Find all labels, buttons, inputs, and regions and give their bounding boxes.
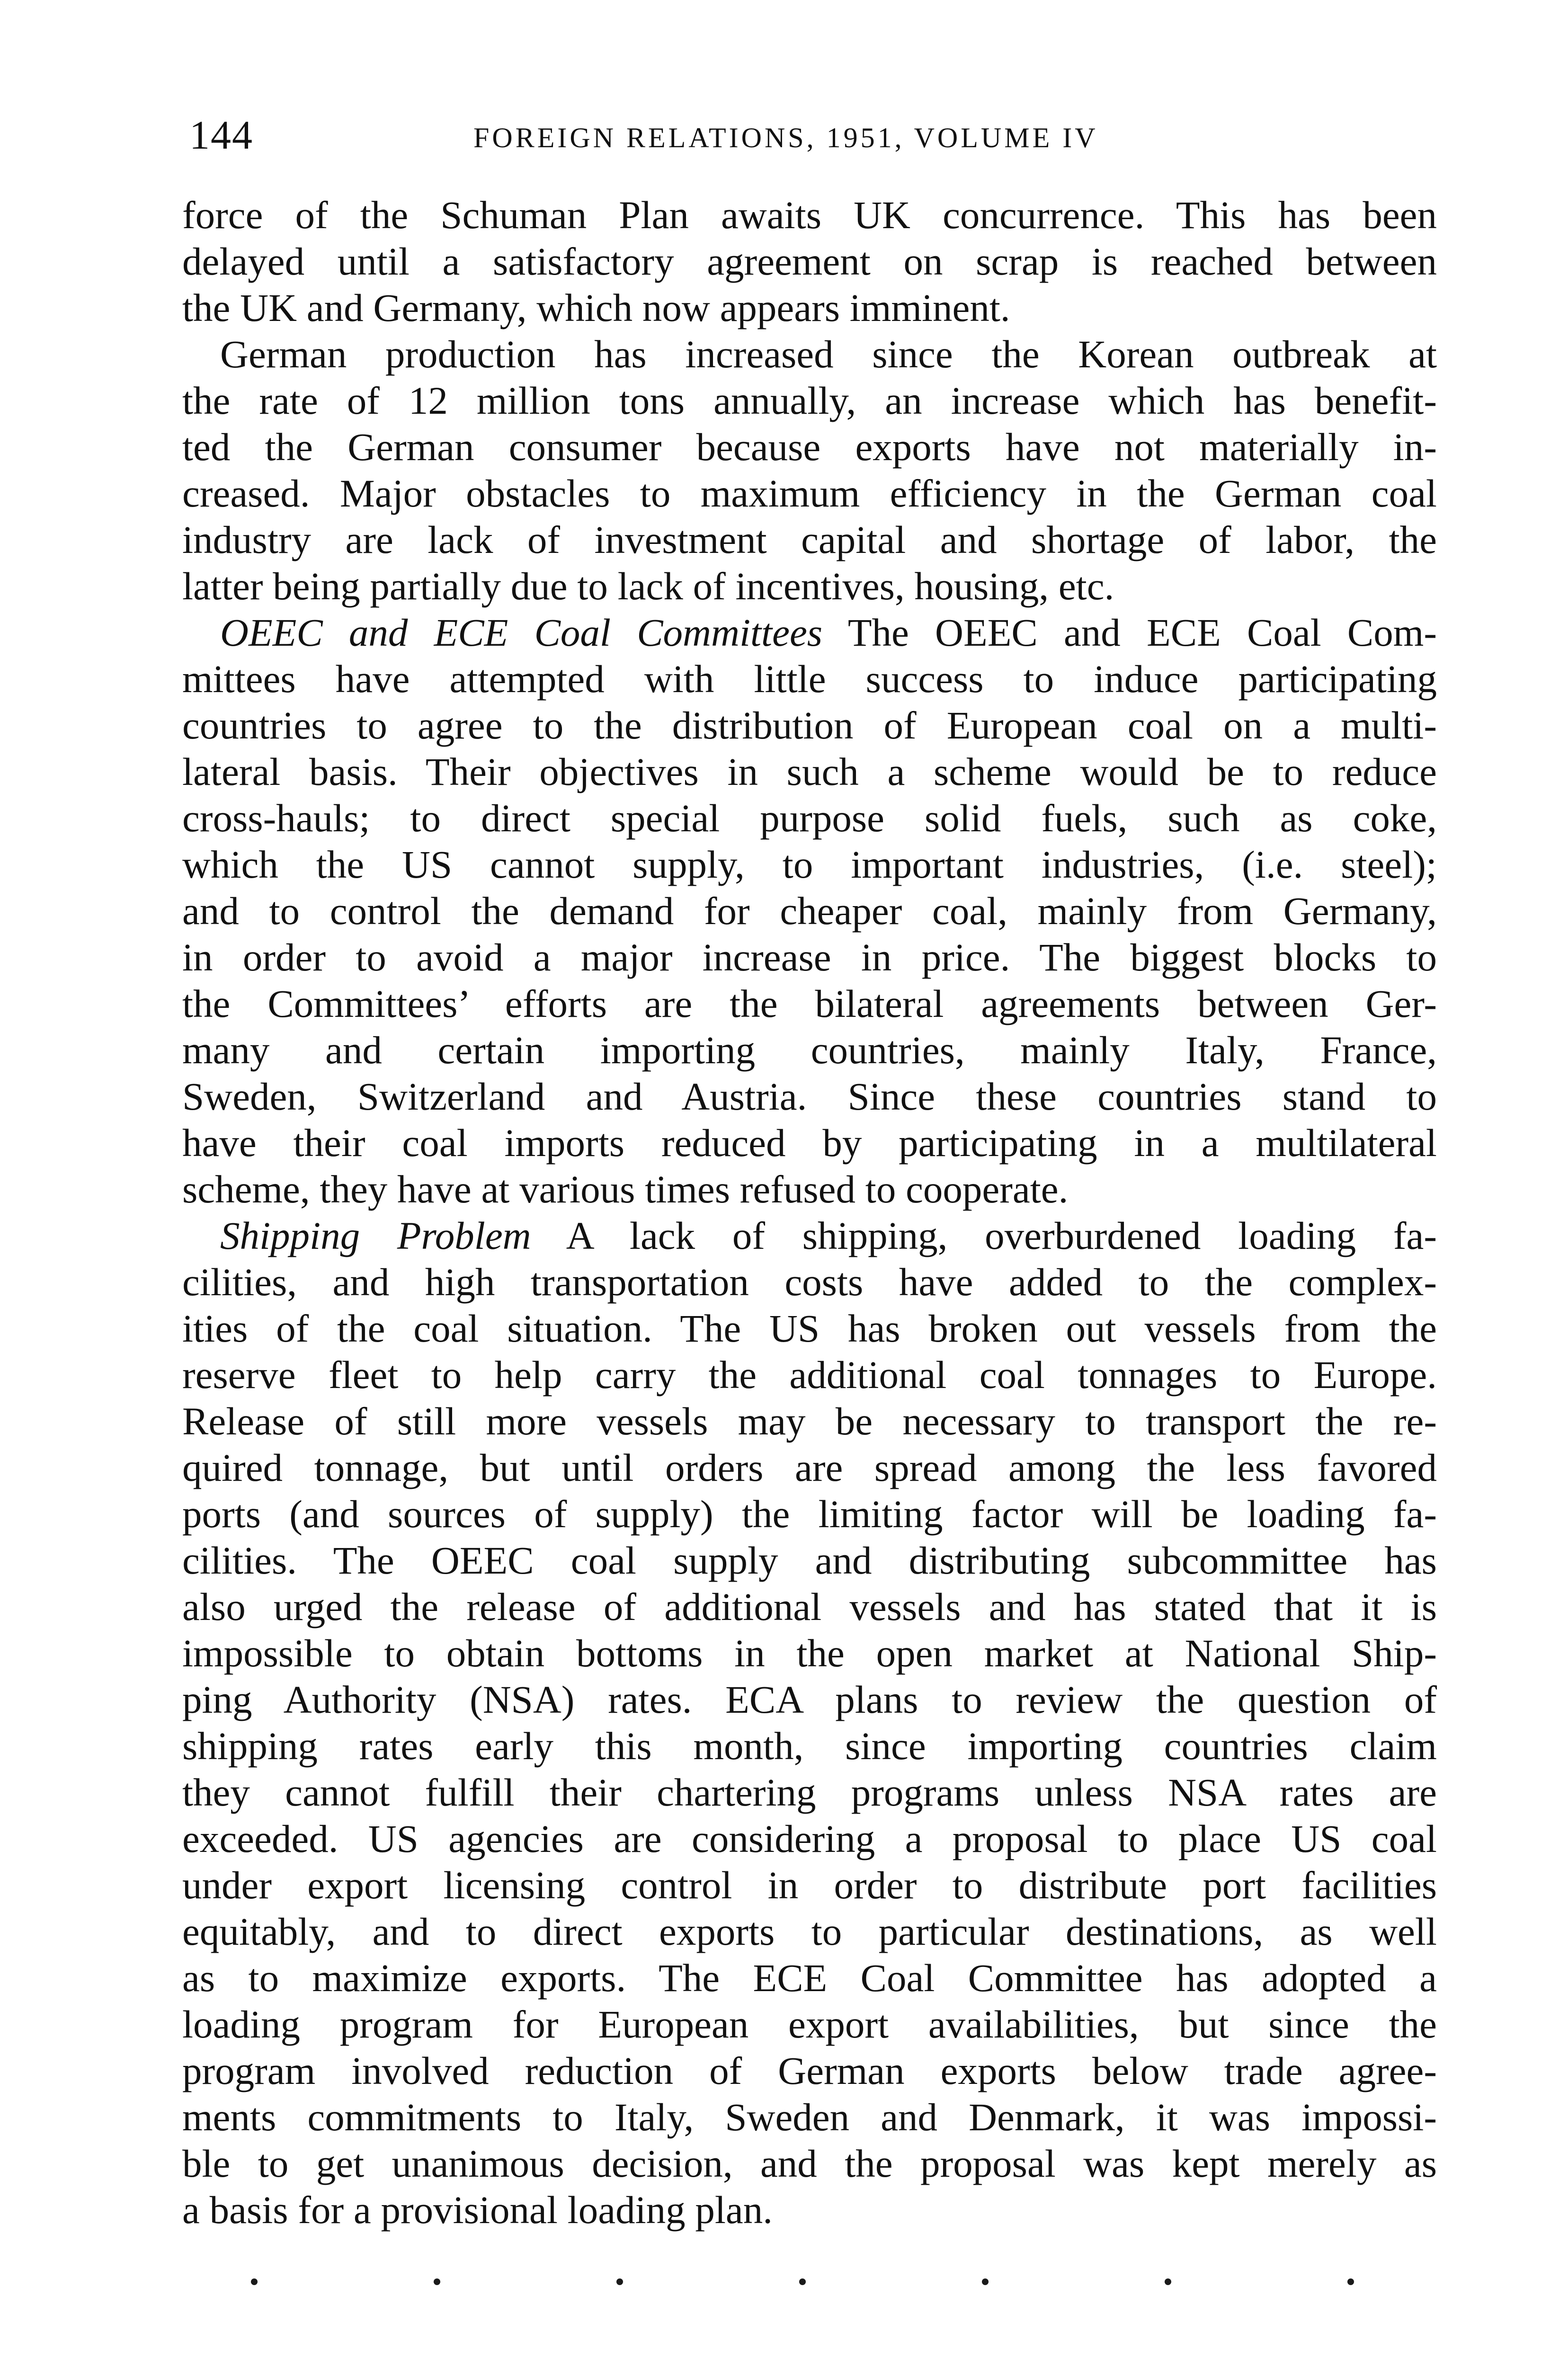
line-text: force of the Schuman Plan awaits UK concurrence. This has been xyxy=(182,193,1437,237)
section-heading: Shipping Problem xyxy=(220,1214,531,1257)
text-line xyxy=(182,656,1437,702)
line-text: creased. Major obstacles to maximum efficiency in the German coal xyxy=(182,472,1437,515)
line-text: loading program for European export availabilities, but since the xyxy=(182,2002,1437,2046)
line-text: impossible to obtain bottoms in the open market at National Ship- xyxy=(182,1631,1437,1675)
text-line xyxy=(182,934,1437,980)
text-line xyxy=(182,1027,1437,1073)
line-text: the rate of 12 million tons annually, an increase which has benefit- xyxy=(182,379,1437,422)
line-text: ments commitments to Italy, Sweden and Denmark, it was impossi- xyxy=(182,2095,1437,2139)
line-text: latter being partially due to lack of incentives, housing, etc. xyxy=(182,564,1114,608)
ellipsis-dot xyxy=(982,2278,989,2285)
text-line xyxy=(182,516,1437,563)
ellipsis-dot xyxy=(1347,2278,1354,2285)
text-line xyxy=(182,563,1437,609)
text-line xyxy=(182,1352,1437,1398)
section-heading: OEEC and ECE Coal Committees xyxy=(220,611,823,654)
line-text: ted the German consumer because exports have not materially in- xyxy=(182,425,1437,469)
text-line xyxy=(182,609,1437,656)
text-line xyxy=(182,1908,1437,1955)
line-text: A lack of shipping, overburdened loading fa- xyxy=(531,1214,1437,1257)
body-text xyxy=(182,192,1437,2233)
line-text: mittees have attempted with little success to induce participating xyxy=(182,657,1437,701)
line-text: shipping rates early this month, since importing countries claim xyxy=(182,1724,1437,1768)
line-text: have their coal imports reduced by participating in a multilateral xyxy=(182,1121,1437,1165)
line-text: Release of still more vessels may be necessary to transport the re- xyxy=(182,1399,1437,1443)
line-text: industry are lack of investment capital and shortage of labor, the xyxy=(182,518,1437,561)
line-text: as to maximize exports. The ECE Coal Committee has adopted a xyxy=(182,1956,1437,2000)
text-line xyxy=(182,470,1437,516)
text-line xyxy=(182,888,1437,934)
text-line xyxy=(182,377,1437,424)
line-text: cilities. The OEEC coal supply and distributing subcommittee has xyxy=(182,1539,1437,1582)
text-line xyxy=(182,285,1437,331)
line-text: cilities, and high transportation costs have added to the complex- xyxy=(182,1260,1437,1304)
line-text: ports (and sources of supply) the limiting factor will be loading fa- xyxy=(182,1492,1437,1536)
page-header xyxy=(189,111,1439,163)
line-text: exceeded. US agencies are considering a proposal to place US coal xyxy=(182,1817,1437,1860)
ellipsis-dot xyxy=(616,2278,623,2285)
line-text: also urged the release of additional vessels and has stated that it is xyxy=(182,1585,1437,1628)
text-line xyxy=(182,2094,1437,2140)
line-text: the Committees’ efforts are the bilateral agreements between Ger- xyxy=(182,982,1437,1025)
line-text: equitably, and to direct exports to particular destinations, as well xyxy=(182,1910,1437,1953)
text-line xyxy=(182,424,1437,470)
text-line xyxy=(182,1630,1437,1676)
ellipsis-dot xyxy=(1165,2278,1171,2285)
omission-ellipsis xyxy=(251,2263,1354,2301)
line-text: which the US cannot supply, to important industries, (i.e. steel); xyxy=(182,843,1437,886)
text-line xyxy=(182,1120,1437,1166)
line-text: many and certain importing countries, mainly Italy, France, xyxy=(182,1028,1437,1072)
line-text: quired tonnage, but until orders are spread among the less favored xyxy=(182,1446,1437,1489)
line-text: in order to avoid a major increase in price. The biggest blocks to xyxy=(182,935,1437,979)
line-text: lateral basis. Their objectives in such a scheme would be to reduce xyxy=(182,750,1437,793)
ellipsis-dot xyxy=(799,2278,806,2285)
text-line xyxy=(182,331,1437,377)
text-line xyxy=(182,1676,1437,1723)
text-line xyxy=(182,2140,1437,2187)
running-head: FOREIGN RELATIONS, 1951, VOLUME IV xyxy=(473,122,1098,153)
line-text: a basis for a provisional loading plan. xyxy=(182,2188,773,2232)
line-text: scheme, they have at various times refused to cooperate. xyxy=(182,1167,1069,1211)
text-line xyxy=(182,2047,1437,2094)
text-line xyxy=(182,841,1437,888)
line-text: and to control the demand for cheaper coal, mainly from Germany, xyxy=(182,889,1437,933)
text-line xyxy=(182,1815,1437,1862)
text-line xyxy=(182,1259,1437,1305)
line-text: the UK and Germany, which now appears imminent. xyxy=(182,286,1010,329)
line-text: under export licensing control in order to distribute port facilities xyxy=(182,1863,1437,1907)
line-text: German production has increased since the Korean outbreak at xyxy=(220,332,1437,376)
text-line xyxy=(182,1305,1437,1352)
line-text: countries to agree to the distribution of European coal on a multi- xyxy=(182,703,1437,747)
line-text: they cannot fulfill their chartering programs unless NSA rates are xyxy=(182,1771,1437,1814)
text-line xyxy=(182,238,1437,285)
text-line xyxy=(182,1398,1437,1444)
text-line xyxy=(182,1212,1437,1259)
text-line xyxy=(182,1491,1437,1537)
page-number: 144 xyxy=(189,112,253,158)
line-text: program involved reduction of German exports below trade agree- xyxy=(182,2049,1437,2092)
line-text: cross-hauls; to direct special purpose solid fuels, such as coke, xyxy=(182,796,1437,840)
line-text: delayed until a satisfactory agreement on scrap is reached between xyxy=(182,240,1437,283)
text-line xyxy=(182,1537,1437,1584)
text-line xyxy=(182,1584,1437,1630)
ellipsis-dot xyxy=(251,2278,258,2285)
text-line xyxy=(182,1444,1437,1491)
line-text: Sweden, Switzerland and Austria. Since these countries stand to xyxy=(182,1075,1437,1118)
line-text: ble to get unanimous decision, and the proposal was kept merely as xyxy=(182,2142,1437,2185)
line-text: The OEEC and ECE Coal Com- xyxy=(822,611,1437,654)
text-line xyxy=(182,1862,1437,1908)
text-line xyxy=(182,1073,1437,1120)
text-line xyxy=(182,2001,1437,2047)
text-line xyxy=(182,1955,1437,2001)
text-line xyxy=(182,702,1437,748)
text-line xyxy=(182,748,1437,795)
text-line xyxy=(182,192,1437,238)
line-text: reserve fleet to help carry the additional coal tonnages to Europe. xyxy=(182,1353,1437,1397)
text-line xyxy=(182,1723,1437,1769)
ellipsis-dot xyxy=(434,2278,440,2285)
line-text: ities of the coal situation. The US has broken out vessels from the xyxy=(182,1307,1437,1350)
text-line xyxy=(182,1769,1437,1815)
line-text: ping Authority (NSA) rates. ECA plans to review the question of xyxy=(182,1678,1437,1721)
text-line xyxy=(182,795,1437,841)
text-line xyxy=(182,1166,1437,1212)
text-line xyxy=(182,2187,1437,2233)
text-line xyxy=(182,980,1437,1027)
